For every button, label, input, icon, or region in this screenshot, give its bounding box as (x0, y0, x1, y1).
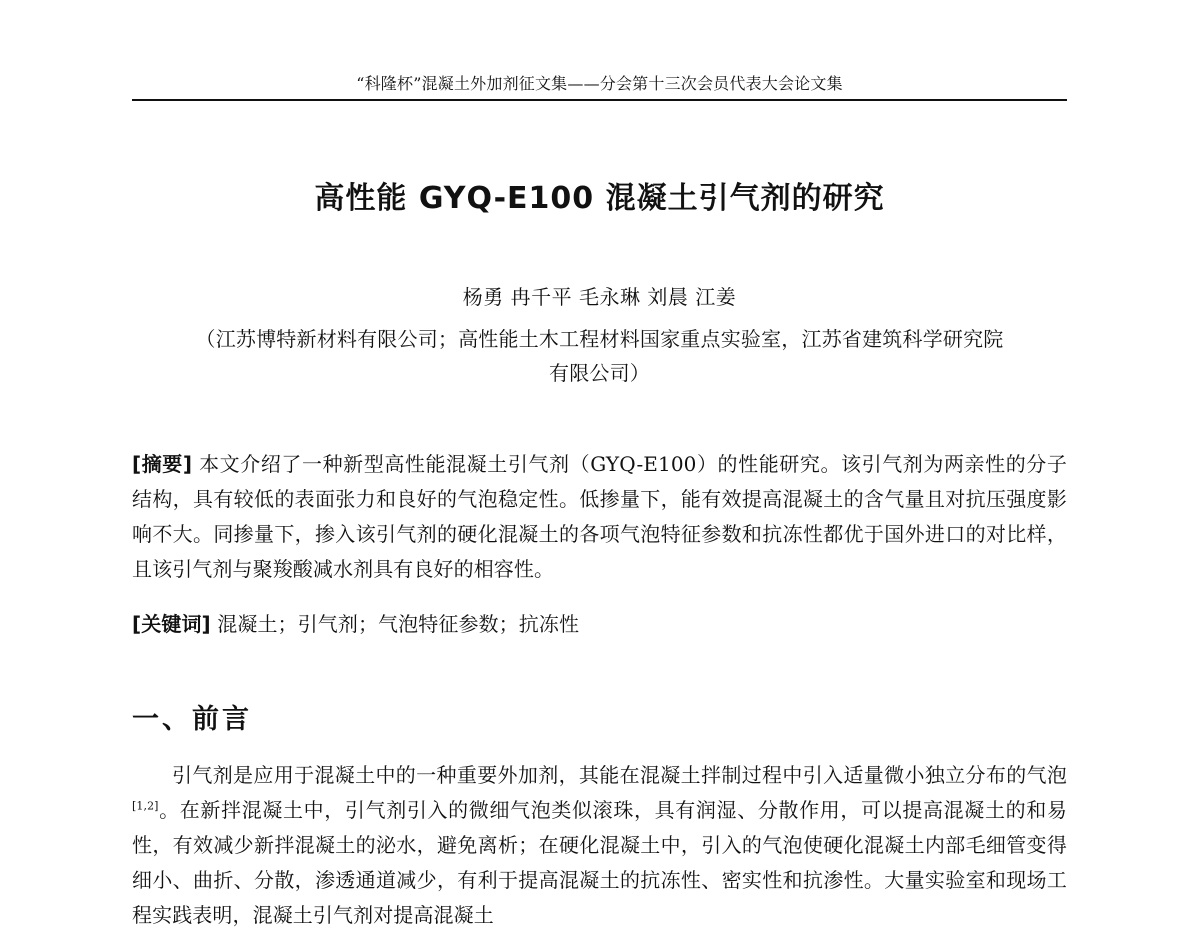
abstract (132, 447, 1067, 587)
author-list: 杨勇 冉千平 毛永琳 刘晨 江姜 (462, 285, 737, 309)
keywords-label: [关键词] (132, 612, 211, 636)
affiliation-line-1: （江苏博特新材料有限公司；高性能土木工程材料国家重点实验室，江苏省建筑科学研究院 (195, 327, 1004, 351)
introduction-text-part-1: 引气剂是应用于混凝土中的一种重要外加剂，其能在混凝土拌制过程中引入适量微小独立分布的气泡 (172, 763, 1067, 787)
paper-title: 高性能 GYQ-E100 混凝土引气剂的研究 (314, 181, 885, 216)
section-heading-introduction: 一、前言 (132, 704, 252, 735)
header-rule (132, 99, 1067, 101)
affiliation-line-2: 有限公司） (549, 361, 650, 385)
introduction-text-part-2: 。在新拌混凝土中，引气剂引入的微细气泡类似滚珠，具有润湿、分散作用，可以提高混凝土的和易性，有效减少新拌混凝土的泌水，避免离析；在硬化混凝土中，引入的气泡使硬化混凝土内部毛细管变得细小、曲折、分散，渗透通道减少，有利于提高混凝土的抗冻性、密实性和抗渗性。大量实验室和现场工程实践表明，混凝土引气剂对提高混凝土 (132, 798, 1067, 927)
running-header: “科隆杯”混凝土外加剂征文集——分会第十三次会员代表大会论文集 (356, 74, 843, 93)
affiliation (132, 322, 1067, 390)
keywords (132, 607, 1067, 642)
introduction-paragraph (132, 758, 1067, 933)
citation-marker: [1,2] (132, 799, 159, 813)
abstract-text: 本文介绍了一种新型高性能混凝土引气剂（GYQ-E100）的性能研究。该引气剂为两亲性的分子结构，具有较低的表面张力和良好的气泡稳定性。低掺量下，能有效提高混凝土的含气量且对抗压强度影响不大。同掺量下，掺入该引气剂的硬化混凝土的各项气泡特征参数和抗冻性都优于国外进口的对比样，且该引气剂与聚羧酸减水剂具有良好的相容性。 (132, 452, 1067, 581)
abstract-label: [摘要] (132, 452, 193, 476)
keywords-text: 混凝土；引气剂；气泡特征参数；抗冻性 (217, 612, 580, 636)
